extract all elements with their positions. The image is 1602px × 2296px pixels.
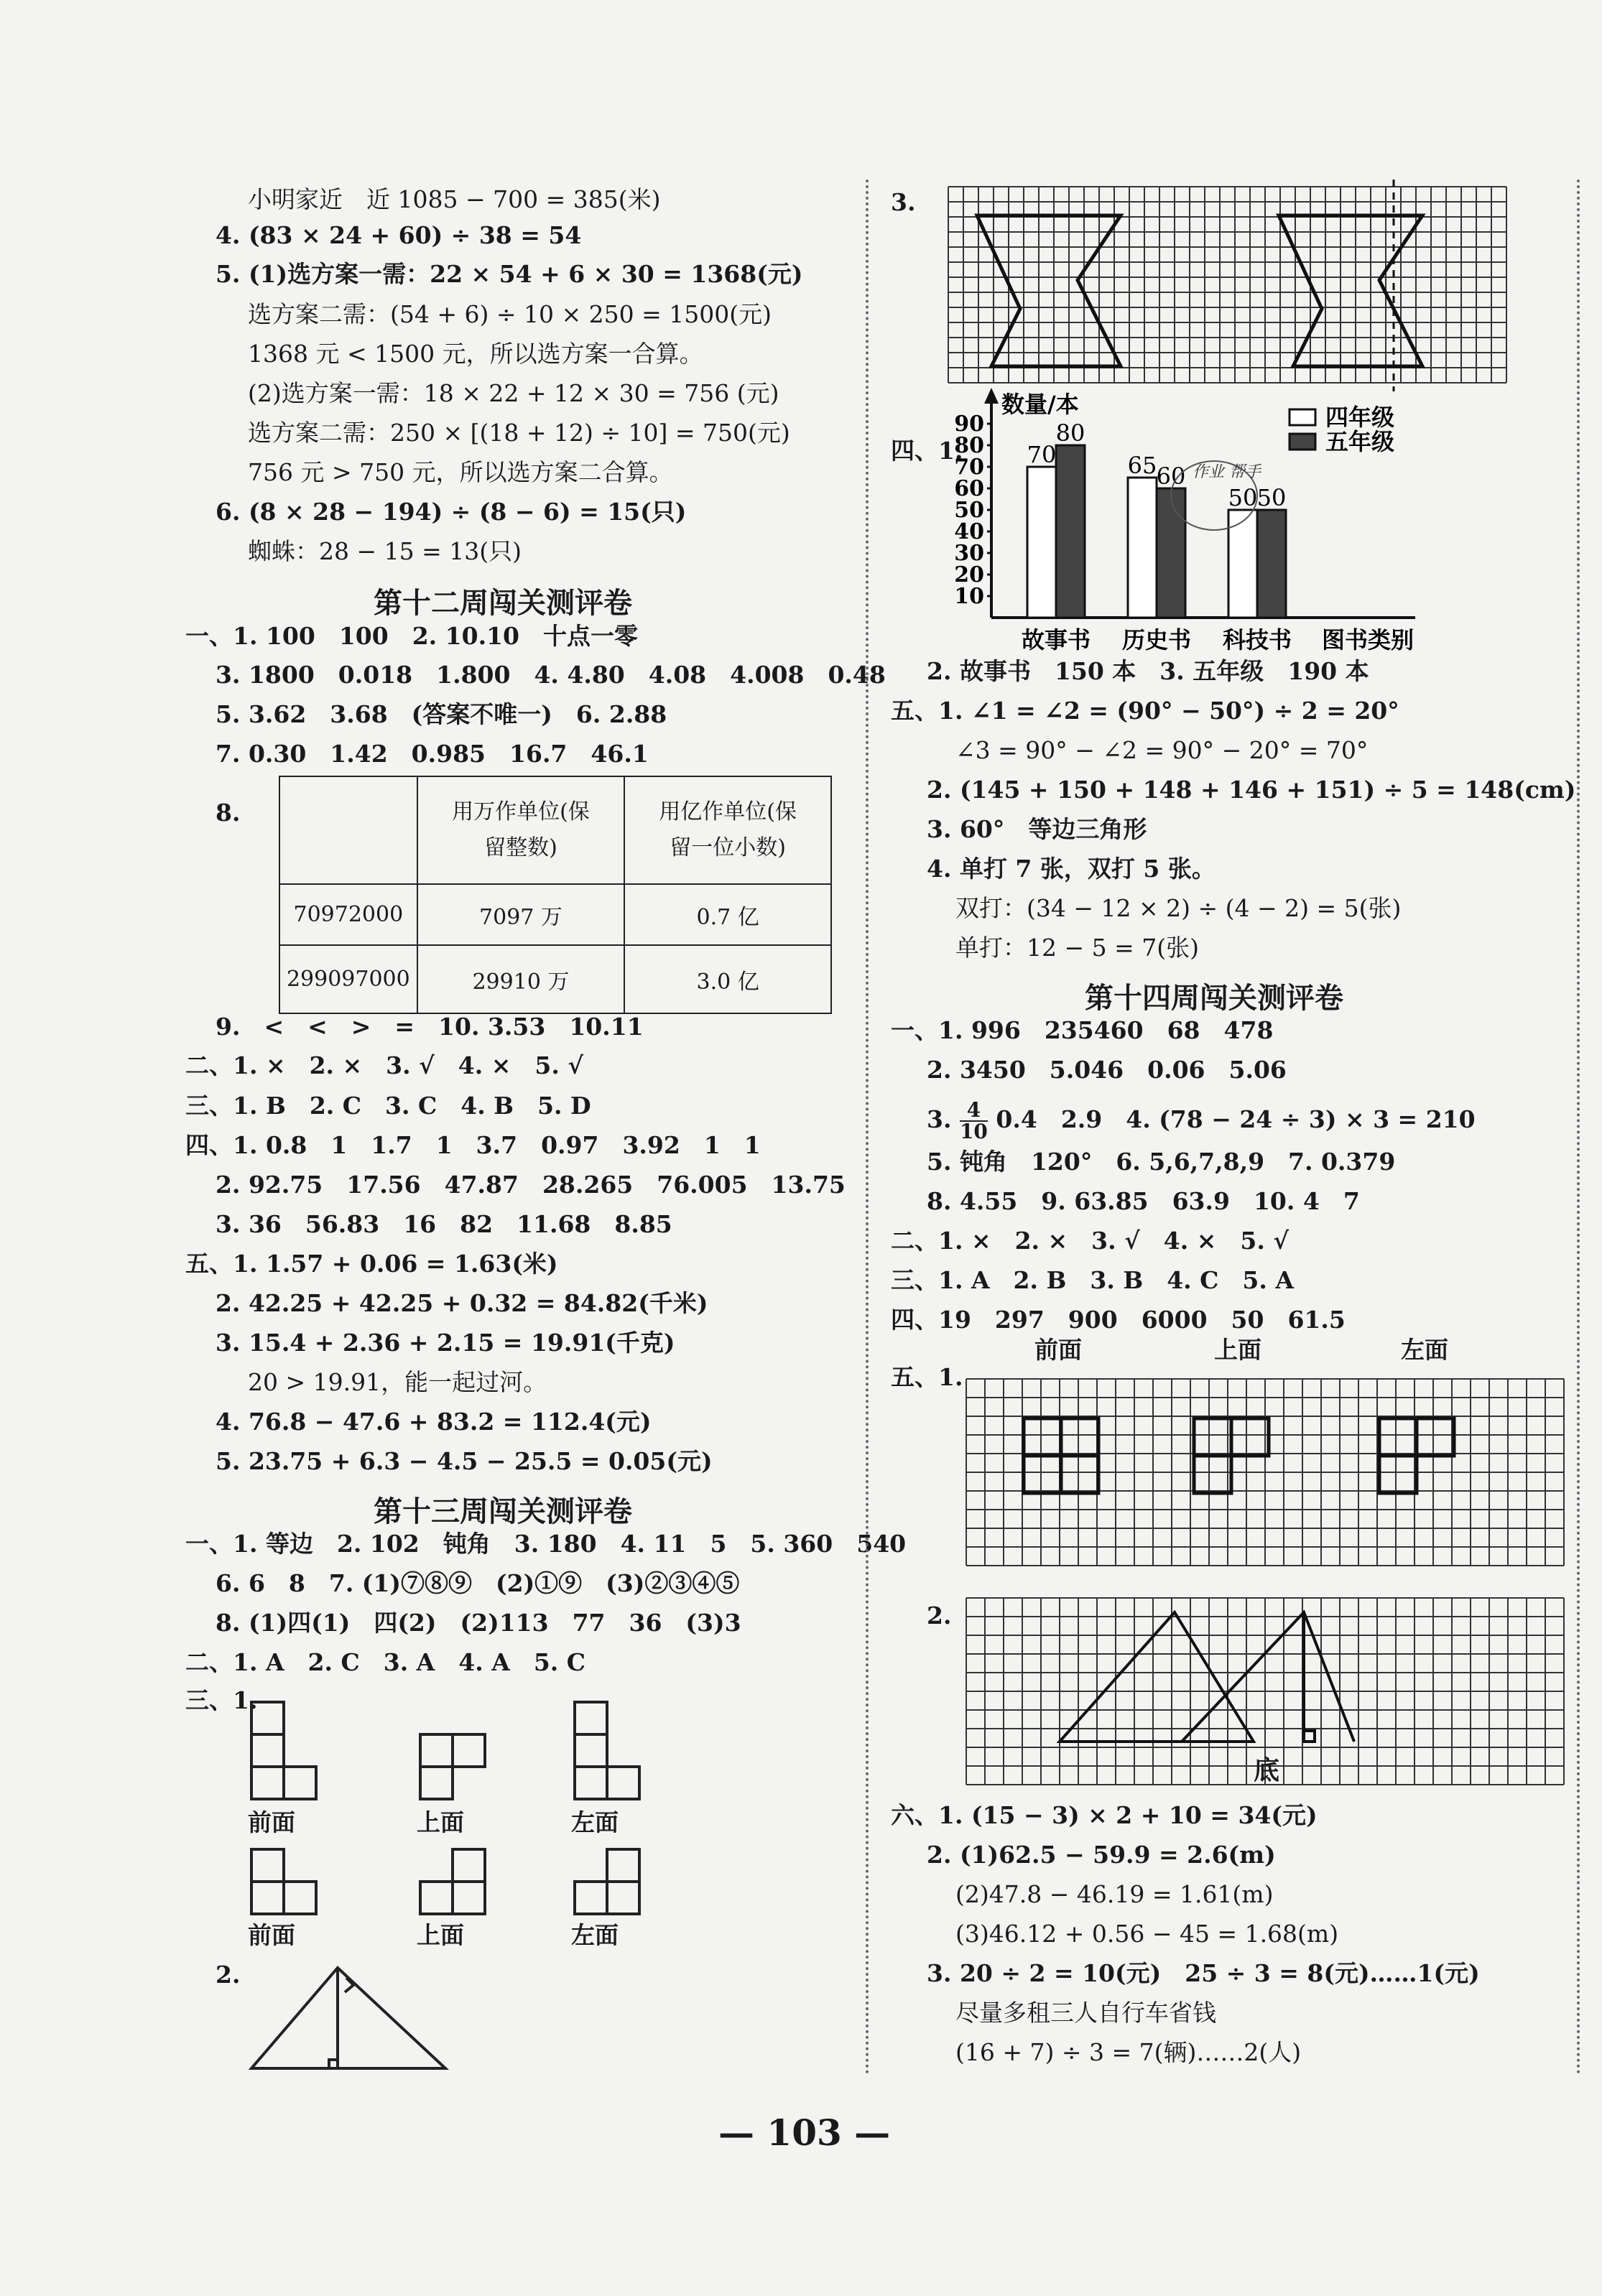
legend-label: 五年级 xyxy=(1325,428,1395,455)
x-category-label: 历史书 xyxy=(1121,626,1192,654)
y-tick-label: 80 xyxy=(954,433,984,458)
y-axis-arrow xyxy=(984,388,999,404)
text-line: 选方案二需：(54 + 6) ÷ 10 × 250 = 1500(元) xyxy=(248,300,772,328)
text-line: 尽量多租三人自行车省钱 xyxy=(955,1999,1216,2027)
text-line: 8. 4.55 9. 63.85 63.9 10. 4 7 xyxy=(927,1187,1360,1215)
section-heading-12: 第十二周闯关测评卷 xyxy=(374,587,632,620)
table-cell: 0.7 亿 xyxy=(624,884,831,945)
bar-value-label: 60 xyxy=(1156,463,1186,490)
view-label: 前面 xyxy=(248,1921,295,1949)
text-line: 一、1. 996 235460 68 478 xyxy=(891,1016,1274,1044)
text-line: 2. 故事书 150 本 3. 五年级 190 本 xyxy=(927,657,1369,685)
legend-label: 四年级 xyxy=(1325,404,1395,431)
bar xyxy=(1027,467,1056,618)
text-line: 三、1. xyxy=(185,1686,258,1714)
table-cell: 3.0 亿 xyxy=(624,945,831,1013)
text-line: 一、1. 等边 2. 102 钝角 3. 180 4. 11 5 5. 360 540 xyxy=(185,1530,907,1558)
table-cell xyxy=(279,776,417,884)
y-axis-label: 数量/本 xyxy=(1001,391,1079,418)
y-tick-label: 60 xyxy=(954,476,984,501)
bar-chart xyxy=(948,388,1451,654)
bar xyxy=(1257,510,1286,618)
text-line: 4. 单打 7 张，双打 5 张。 xyxy=(927,855,1216,883)
text-line: 五、1. ∠1 = ∠2 = (90° − 50°) ÷ 2 = 20° xyxy=(891,697,1399,725)
legend-swatch-grade4 xyxy=(1290,409,1315,425)
table-header: 用万作单位(保 留整数) xyxy=(417,776,625,884)
text-line: ∠3 = 90° − ∠2 = 90° − 20° = 70° xyxy=(955,736,1369,764)
y-tick-label: 50 xyxy=(954,498,984,523)
view-label: 左面 xyxy=(571,1921,619,1949)
text-line: 1368 元 < 1500 元，所以选方案一合算。 xyxy=(248,340,703,368)
text-line: 一、1. 100 100 2. 10.10 十点一零 xyxy=(185,622,638,650)
text-line: 四、1. 0.8 1 1.7 1 3.7 0.97 3.92 1 1 xyxy=(185,1131,761,1159)
unit-table xyxy=(279,776,832,1014)
view-label: 左面 xyxy=(1401,1336,1448,1364)
text-line: 5. 钝角 120° 6. 5,6,7,8,9 7. 0.379 xyxy=(927,1148,1396,1176)
text-line: 二、1. A 2. C 3. A 4. A 5. C xyxy=(185,1648,586,1676)
text-line: 6. (8 × 28 − 194) ÷ (8 − 6) = 15(只) xyxy=(216,498,687,526)
view-label: 前面 xyxy=(248,1808,295,1836)
y-tick-label: 20 xyxy=(954,562,984,587)
denominator: 10 xyxy=(959,1120,988,1143)
text-line: 9. < < > = 10. 3.53 10.11 xyxy=(216,1013,644,1041)
base-label: 底 xyxy=(1254,1755,1280,1785)
bar xyxy=(1056,445,1085,618)
page-number: — 103 — xyxy=(718,2111,891,2154)
text-line: (2)选方案一需：18 × 22 + 12 × 30 = 756 (元) xyxy=(248,379,779,407)
text-line: 双打：(34 − 12 × 2) ÷ (4 − 2) = 5(张) xyxy=(955,894,1402,922)
text-line: 5. 3.62 3.68 (答案不唯一) 6. 2.88 xyxy=(216,700,667,728)
table-cell: 29910 万 xyxy=(417,945,625,1013)
text-line: 六、1. (15 − 3) × 2 + 10 = 34(元) xyxy=(891,1801,1318,1829)
numerator: 4 xyxy=(966,1098,981,1122)
text-line: 5. (1)选方案一需：22 × 54 + 6 × 30 = 1368(元) xyxy=(216,260,803,288)
y-tick-label: 40 xyxy=(954,519,984,544)
text-line: 8. (1)四(1) 四(2) (2)113 77 36 (3)3 xyxy=(216,1609,741,1637)
view-label: 上面 xyxy=(417,1921,464,1949)
text-line: 7. 0.30 1.42 0.985 16.7 46.1 xyxy=(216,740,649,768)
x-category-label: 科技书 xyxy=(1222,626,1292,654)
text-line: 2. 3450 5.046 0.06 5.06 xyxy=(927,1056,1287,1084)
item-number: 3. xyxy=(927,1105,952,1133)
bar-value-label: 65 xyxy=(1127,452,1157,479)
y-tick-label: 90 xyxy=(954,412,984,437)
symmetry-grid xyxy=(948,172,1509,395)
text-line: 3. 1800 0.018 1.800 4. 4.80 4.08 4.008 0.48 xyxy=(216,661,886,689)
bar-value-label: 70 xyxy=(1027,441,1057,468)
column-divider xyxy=(866,180,869,2076)
text-line: 三、1. B 2. C 3. C 4. B 5. D xyxy=(185,1092,591,1120)
text-line: 四、1. xyxy=(891,437,963,465)
legend-swatch-grade5 xyxy=(1290,434,1315,450)
table-header: 用亿作单位(保 留一位小数) xyxy=(624,776,831,884)
text-line: 3. 36 56.83 16 82 11.68 8.85 xyxy=(216,1210,672,1238)
text-line: 二、1. × 2. × 3. √ 4. × 5. √ xyxy=(891,1227,1290,1255)
text-line: 小明家近 近 1085 − 700 = 385(米) xyxy=(248,185,661,213)
text-line: 20 > 19.91，能一起过河。 xyxy=(248,1368,547,1396)
text-line: 4. (83 × 24 + 60) ÷ 38 = 54 xyxy=(216,221,582,249)
y-tick-label: 30 xyxy=(954,541,984,566)
text-line: 3. 60° 等边三角形 xyxy=(927,815,1147,843)
text-line: 8. xyxy=(216,799,241,827)
bar xyxy=(1157,488,1185,618)
table-cell: 70972000 xyxy=(279,884,417,945)
table-cell: 299097000 xyxy=(279,945,417,1013)
view-label: 前面 xyxy=(1034,1336,1082,1364)
stamp-text: 作业 帮手 xyxy=(1193,463,1261,481)
text-line: (2)47.8 − 46.19 = 1.61(m) xyxy=(955,1880,1274,1908)
section-heading-14: 第十四周闯关测评卷 xyxy=(1085,982,1343,1015)
text-line: 单打：12 − 5 = 7(张) xyxy=(955,934,1199,962)
text-line: 选方案二需：250 × [(18 + 12) ÷ 10] = 750(元) xyxy=(248,419,790,447)
text-line: 2. 42.25 + 42.25 + 0.32 = 84.82(千米) xyxy=(216,1289,708,1317)
page-edge xyxy=(1577,180,1580,2076)
x-axis-label: 图书类别 xyxy=(1322,626,1415,654)
text-line: 二、1. × 2. × 3. √ 4. × 5. √ xyxy=(185,1051,584,1079)
text-line: 五、1. xyxy=(891,1363,963,1391)
text-line: 蜘蛛：28 − 15 = 13(只) xyxy=(248,537,522,565)
text-line: 3. xyxy=(891,188,916,216)
text-line: 2. (1)62.5 − 59.9 = 2.6(m) xyxy=(927,1841,1276,1869)
text-line: 2. xyxy=(927,1602,952,1630)
text-line: 756 元 > 750 元，所以选方案二合算。 xyxy=(248,458,673,486)
view-label: 左面 xyxy=(571,1808,619,1836)
y-tick-label: 70 xyxy=(954,455,984,480)
bar-value-label: 80 xyxy=(1055,419,1085,447)
text-line: 2. xyxy=(216,1961,241,1989)
text-line: 三、1. A 2. B 3. B 4. C 5. A xyxy=(891,1266,1294,1294)
text-line: 4. 76.8 − 47.6 + 83.2 = 112.4(元) xyxy=(216,1408,652,1436)
three-view-figures xyxy=(244,1695,891,1953)
bar xyxy=(1128,478,1157,618)
text-line: 2. (145 + 150 + 148 + 146 + 151) ÷ 5 = 148(cm) xyxy=(927,776,1576,804)
text-line: 五、1. 1.57 + 0.06 = 1.63(米) xyxy=(185,1250,558,1278)
view-label: 上面 xyxy=(417,1808,464,1836)
text-line xyxy=(927,1100,1476,1142)
x-category-label: 故事书 xyxy=(1021,626,1091,654)
bar-value-label: 50 xyxy=(1256,484,1287,511)
table-cell: 7097 万 xyxy=(417,884,625,945)
text-line: 6. 6 8 7. (1)⑦⑧⑨ (2)①⑨ (3)②③④⑤ xyxy=(216,1569,740,1597)
view-label: 上面 xyxy=(1214,1336,1261,1364)
views-grid xyxy=(966,1365,1555,1587)
text-line: 2. 92.75 17.56 47.87 28.265 76.005 13.75 xyxy=(216,1171,846,1199)
y-tick-label: 10 xyxy=(954,584,984,609)
section-heading-13: 第十三周闯关测评卷 xyxy=(374,1495,632,1528)
text-line: 3. 15.4 + 2.36 + 2.15 = 19.91(千克) xyxy=(216,1329,675,1357)
bar-value-label: 50 xyxy=(1228,484,1258,511)
text-line: (3)46.12 + 0.56 − 45 = 1.68(m) xyxy=(955,1920,1339,1948)
text-segment: 0.4 2.9 4. (78 − 24 ÷ 3) × 3 = 210 xyxy=(996,1105,1476,1133)
text-line: (16 + 7) ÷ 3 = 7(辆)……2(人) xyxy=(955,2038,1302,2066)
text-line: 3. 20 ÷ 2 = 10(元) 25 ÷ 3 = 8(元)……1(元) xyxy=(927,1959,1480,1987)
right-triangle-figure xyxy=(244,1953,460,2076)
text-line: 5. 23.75 + 6.3 − 4.5 − 25.5 = 0.05(元) xyxy=(216,1447,713,1475)
fraction xyxy=(960,1100,988,1142)
text-line: 四、19 297 900 6000 50 61.5 xyxy=(891,1306,1346,1334)
